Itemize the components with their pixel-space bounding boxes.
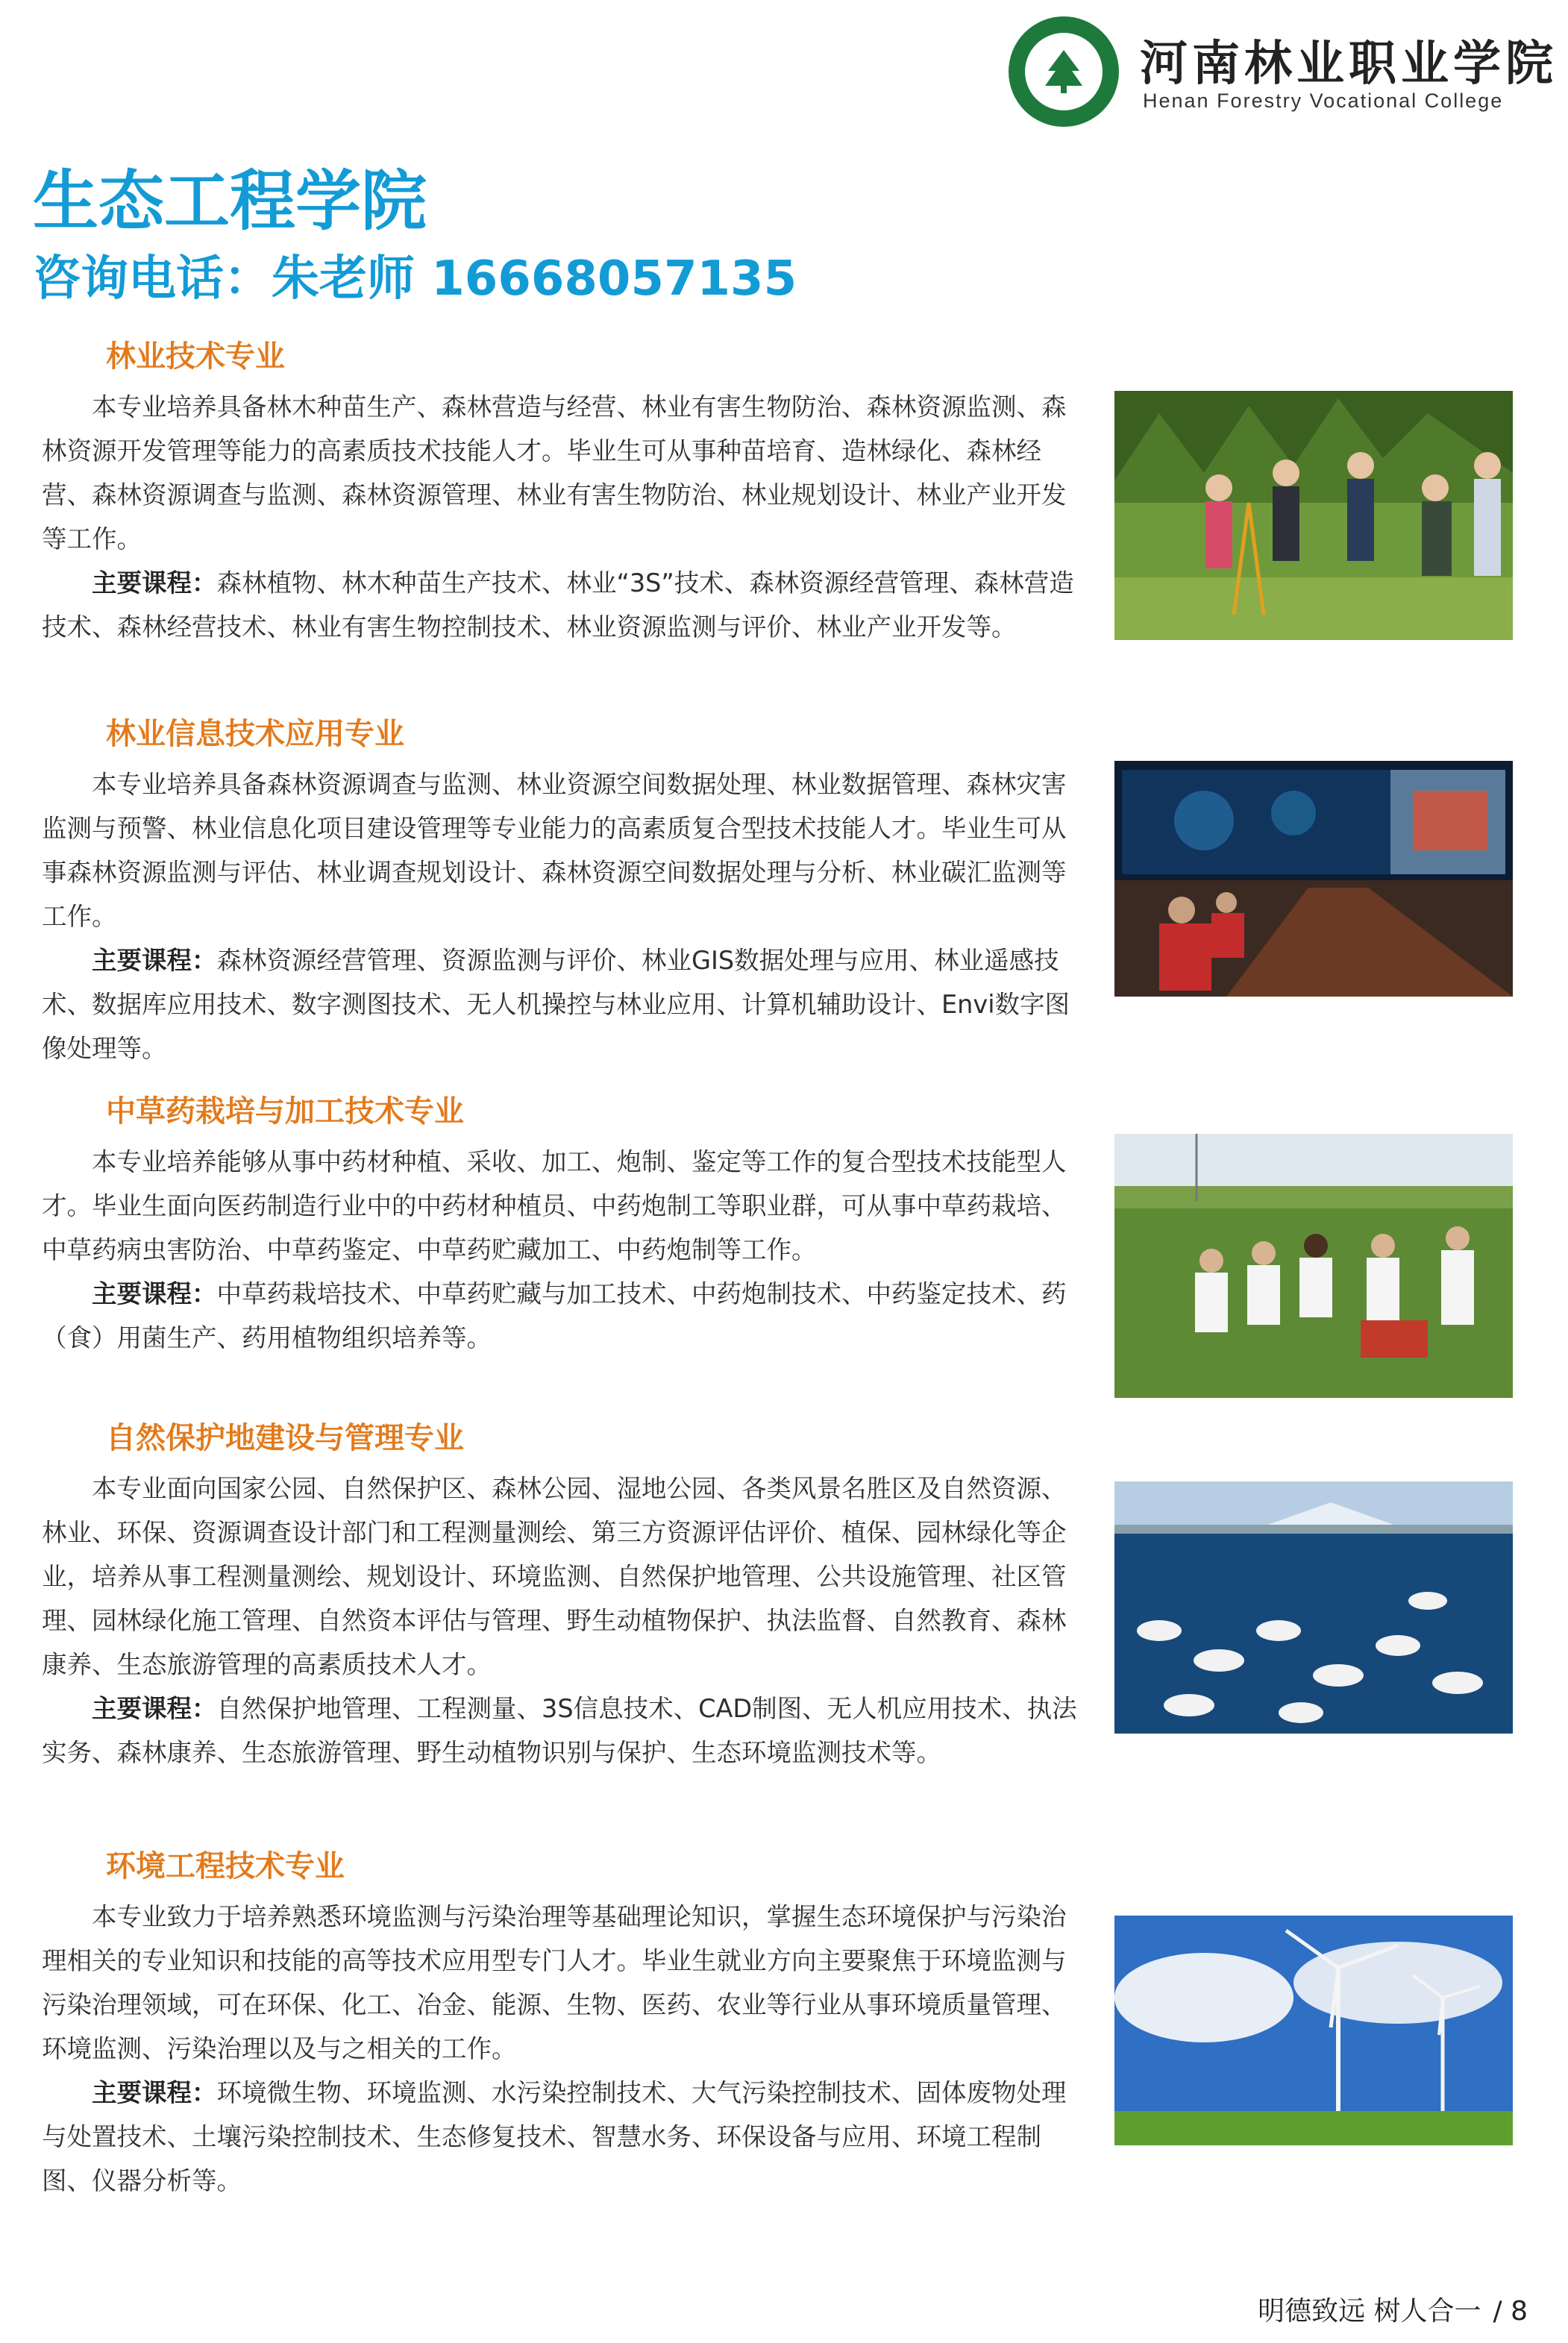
herb-field-photo [1114, 1134, 1513, 1398]
program-title: 中草药栽培与加工技术专业 [106, 1094, 464, 1129]
program-courses [42, 2071, 1079, 2203]
forestry-fieldwork-photo [1114, 391, 1513, 640]
program-title: 环境工程技术专业 [106, 1849, 345, 1884]
program-title: 自然保护地建设与管理专业 [106, 1421, 464, 1455]
course-label: 主要课程： [92, 2078, 217, 2107]
program-body [42, 762, 1079, 1070]
page-footer [1246, 2290, 1528, 2328]
school-name-en: Henan Forestry Vocational College [1143, 90, 1504, 112]
control-room-photo [1114, 761, 1513, 997]
course-label: 主要课程： [92, 1279, 217, 1308]
course-list: 森林资源经营管理、资源监测与评价、林业GIS数据处理与应用、林业遥感技术、数据库应用技术、数字测图技术、无人机操控与林业应用、计算机辅助设计、Envi数字图像处理等。 [42, 946, 1070, 1063]
program-body [42, 1467, 1079, 1775]
program-body [42, 1140, 1079, 1360]
course-list: 森林植物、林木种苗生产技术、林业“3S”技术、森林资源经营管理、森林营造技术、森林经营技术、林业有害生物控制技术、林业资源监测与评价、林业产业开发等。 [42, 568, 1074, 642]
footer-motto: 明德致远 树人合一 [1258, 2296, 1481, 2327]
program-intro: 本专业培养能够从事中药材种植、采收、加工、炮制、鉴定等工作的复合型技术技能型人才。毕业生面向医药制造行业中的中药材种植员、中药炮制工等职业群，可从事中草药栽培、中草药病虫害防治、中草药鉴定、中草药贮藏加工、中药炮制等工作。 [42, 1147, 1067, 1264]
program-title: 林业技术专业 [106, 339, 285, 374]
page-number: / 8 [1493, 2296, 1528, 2327]
school-name-cn: 河南林业职业学院 [1140, 36, 1558, 92]
college-logo-icon [1009, 16, 1119, 127]
course-list: 中草药栽培技术、中草药贮藏与加工技术、中药炮制技术、中药鉴定技术、药（食）用菌生产、药用植物组织培养等。 [42, 1279, 1067, 1352]
course-label: 主要课程： [92, 946, 217, 975]
program-intro: 本专业致力于培养熟悉环境监测与污染治理等基础理论知识，掌握生态环境保护与污染治理相关的专业知识和技能的高等技术应用型专门人才。毕业生就业方向主要聚焦于环境监测与污染治理领域，可在环保、化工、冶金、能源、生物、医药、农业等行业从事环境质量管理、环境监测、污染治理以及与之相关的工作。 [42, 1902, 1067, 2063]
page-title: 生态工程学院 [33, 163, 427, 239]
program-courses [42, 938, 1079, 1070]
program-body [42, 1895, 1079, 2203]
wind-turbines-photo [1114, 1916, 1513, 2145]
program-courses [42, 561, 1079, 649]
program-intro: 本专业培养具备森林资源调查与监测、林业资源空间数据处理、林业数据管理、森林灾害监测与预警、林业信息化项目建设管理等专业能力的高素质复合型技术技能人才。毕业生可从事森林资源监测与评估、林业调查规划设计、森林资源空间数据处理与分析、林业碳汇监测等工作。 [42, 770, 1067, 931]
program-courses [42, 1272, 1079, 1360]
program-body [42, 385, 1079, 649]
course-label: 主要课程： [92, 568, 217, 597]
course-list: 自然保护地管理、工程测量、3S信息技术、CAD制图、无人机应用技术、执法实务、森林康养、生态旅游管理、野生动植物识别与保护、生态环境监测技术等。 [42, 1694, 1077, 1767]
swans-lake-photo [1114, 1481, 1513, 1734]
program-courses [42, 1687, 1079, 1775]
program-title: 林业信息技术应用专业 [106, 717, 404, 751]
course-label: 主要课程： [92, 1694, 217, 1723]
program-intro: 本专业面向国家公园、自然保护区、森林公园、湿地公园、各类风景名胜区及自然资源、林业、环保、资源调查设计部门和工程测量测绘、第三方资源评估评价、植保、园林绿化等企业，培养从事工程测量测绘、规划设计、环境监测、自然保护地管理、公共设施管理、社区管理、园林绿化施工管理、自然资本评估与管理、野生动植物保护、执法监督、自然教育、森林康养、生态旅游管理的高素质技术人才。 [42, 1474, 1067, 1679]
course-list: 环境微生物、环境监测、水污染控制技术、大气污染控制技术、固体废物处理与处置技术、土壤污染控制技术、生态修复技术、智慧水务、环保设备与应用、环境工程制图、仪器分析等。 [42, 2078, 1067, 2195]
program-intro: 本专业培养具备林木种苗生产、森林营造与经营、林业有害生物防治、森林资源监测、森林资源开发管理等能力的高素质技术技能人才。毕业生可从事种苗培育、造林绿化、森林经营、森林资源调查与监测、森林资源管理、林业有害生物防治、林业规划设计、林业产业开发等工作。 [42, 392, 1067, 553]
contact-phone: 咨询电话：朱老师 16668057135 [33, 251, 797, 307]
